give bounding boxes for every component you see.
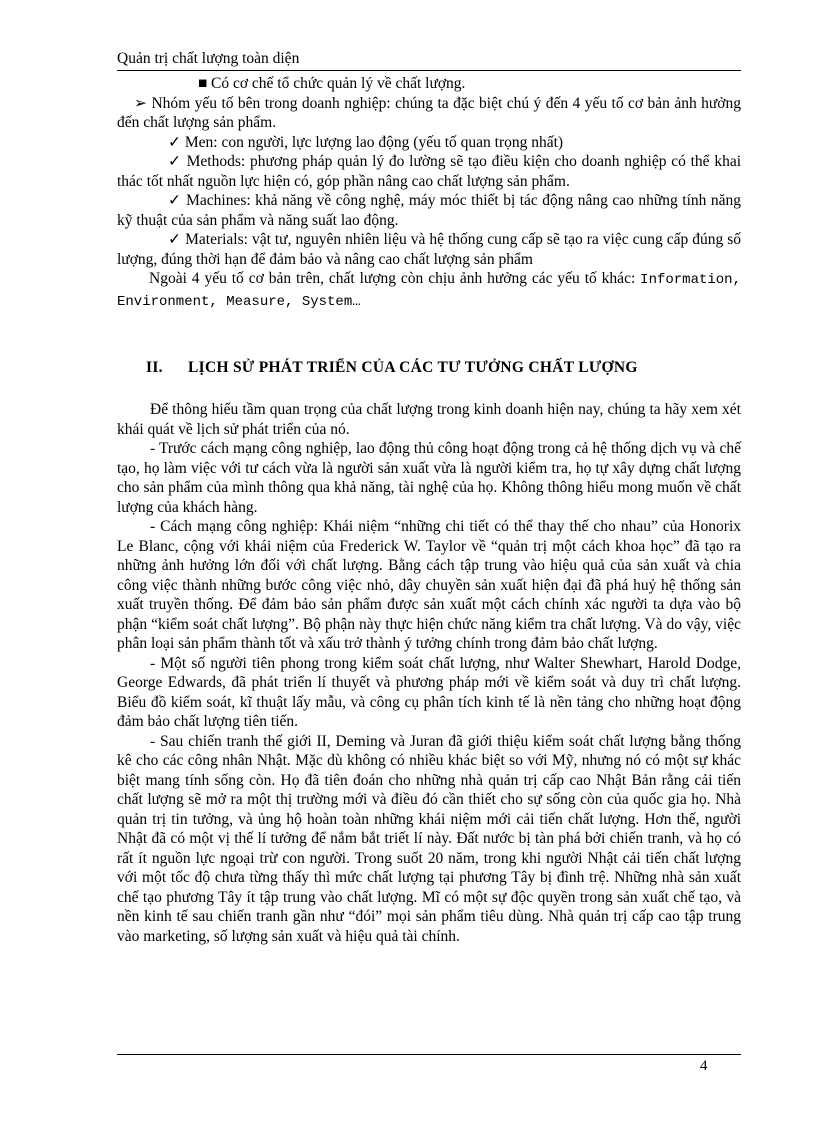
list-item: ✓ Methods: phương pháp quản lý đo lường sẽ tạo điều kiện cho doanh nghiệp có thể khai thác tốt nhất nguồn lực hiện có, góp phần nâng cao chất lượng sản phẩm. xyxy=(117,153,742,190)
arrow-bullet-icon: ➢ xyxy=(134,94,147,112)
group-paragraph: ➢ Nhóm yếu tố bên trong doanh nghiệp: chúng ta đặc biệt chú ý đến 4 yếu tố cơ bản ảnh hưởng đến chất lượng sản phẩm. xyxy=(117,94,741,131)
check-icon: ✓ xyxy=(168,153,182,170)
paragraph: - Cách mạng công nghiệp: Khái niệm “những chi tiết có thể thay thế cho nhau” của Honorix Le Blanc, cộng với khái niệm của Frederick W. Taylor về “quản trị một cách khoa học” đã tạo ra những ảnh hưởng lớn đối với chất lượng. Bằng cách tập trung vào hiệu quả của sản xuất và chia công việc thành những bước công việc nhỏ, dây chuyền sản xuất hiện đại đã phá huỷ hệ thống sản xuất truyền thống. Để đảm bảo sản phẩm được sản xuất một cách chính xác người ta dựa vào bộ phận “kiểm soát chất lượng”. Bộ phận này thực hiện chức năng kiểm tra chất lượng. Và do vậy, việc phân loại sản phẩm thành tốt và xấu trở thành ý tưởng chính trong đảm bảo chất lượng. xyxy=(117,518,741,652)
other-factors-paragraph: Ngoài 4 yếu tố cơ bản trên, chất lượng còn chịu ảnh hưởng các yếu tố khác: Information, Environment, Measure, System… xyxy=(117,270,741,310)
list-item: ✓ Materials: vật tư, nguyên nhiên liệu và hệ thống cung cấp sẽ tạo ra việc cung cấp đúng số lượng, đúng thời hạn để đảm bảo và nâng cao chất lượng sản phẩm xyxy=(117,231,741,268)
section2-body xyxy=(117,400,741,946)
check-icon: ✓ xyxy=(168,192,182,209)
section-title: LỊCH SỬ PHÁT TRIỂN CỦA CÁC TƯ TƯỞNG CHẤT LƯỢNG xyxy=(188,359,638,376)
list-item: ✓ Machines: khả năng về công nghệ, máy móc thiết bị tác động nâng cao những tính năng kỹ thuật của sản phẩm và năng suất lao động. xyxy=(117,192,741,229)
section-number: II. xyxy=(146,359,163,376)
square-bullet-icon: ■ xyxy=(198,75,208,92)
list-item: ■ Có cơ chế tổ chức quản lý về chất lượng. xyxy=(198,75,466,92)
paragraph: Để thông hiểu tầm quan trọng của chất lượng trong kinh doanh hiện nay, chúng ta hãy xem xét khái quát về lịch sử phát triển của nó. xyxy=(117,401,741,438)
page-number: 4 xyxy=(700,1058,708,1074)
section-heading xyxy=(146,359,638,377)
section1-content xyxy=(117,74,741,312)
page-header-title: Quản trị chất lượng toàn diện xyxy=(117,50,300,67)
paragraph: - Trước cách mạng công nghiệp, lao động thủ công hoạt động trong cả hệ thống dịch vụ và chế tạo, họ làm việc với tư cách vừa là người sản xuất vừa là người kiểm tra, họ tự xây dựng chất lượng cho sản phẩm của mình thông qua khả năng, tài nghệ của họ. Không thông hiểu mong muốn về chất lượng của khách hàng. xyxy=(117,440,741,516)
paragraph: - Sau chiến tranh thế giới II, Deming và Juran đã giới thiệu kiểm soát chất lượng bằng thống kê cho các công nhân Nhật. Mặc dù không có nhiều khác biệt so với Mỹ, nhưng nó có một sự khác biệt mang tính sống còn. Họ đã tiên đoán cho những nhà quản trị cấp cao Nhật Bản rằng cải tiến chất lượng sẽ mở ra một thị trường mới và điều đó cần thiết cho sự sống còn của quốc gia họ. Nhà quản trị tin tưởng, và ủng hộ hoàn toàn những khái niệm mới cải tiến chất lượng. Hơn thế, người Nhật đã có một vị thế lí tưởng để nắm bắt triết lí này. Đất nước bị tàn phá bởi chiến tranh, và họ có rất ít nguồn lực ngoại trừ con người. Trong suốt 20 năm, trong khi người Nhật cải tiến chất lượng với một tốc độ chưa từng thấy thì mức chất lượng tại phương Tây bị đình trệ. Những nhà sản xuất chế tạo phương Tây ít tập trung vào chất lượng. Mĩ có một sự độc quyền trong sản xuất chế tạo, và nền kinh tế sau chiến tranh gần như “đói” mọi sản phẩm tiêu dùng. Nhà quản trị cấp cao tập trung vào marketing, số lượng sản xuất và hiệu quả tài chính. xyxy=(117,732,741,945)
list-item: ✓ Men: con người, lực lượng lao động (yếu tố quan trọng nhất) xyxy=(168,133,564,151)
check-icon: ✓ xyxy=(168,231,182,248)
footer-rule xyxy=(117,1054,741,1055)
header-rule xyxy=(117,70,741,71)
paragraph: - Một số người tiên phong trong kiểm soát chất lượng, như Walter Shewhart, Harold Dodge, George Edwards, đã phát triển lí thuyết và phương pháp mới về kiểm soát và duy trì chất lượng. Biểu đồ kiểm soát, kĩ thuật lấy mẫu, và công cụ phân tích kinh tế là nền tảng cho những hoạt động đảm bảo chất lượng tiên tiến. xyxy=(117,654,741,730)
check-icon: ✓ xyxy=(168,133,181,151)
